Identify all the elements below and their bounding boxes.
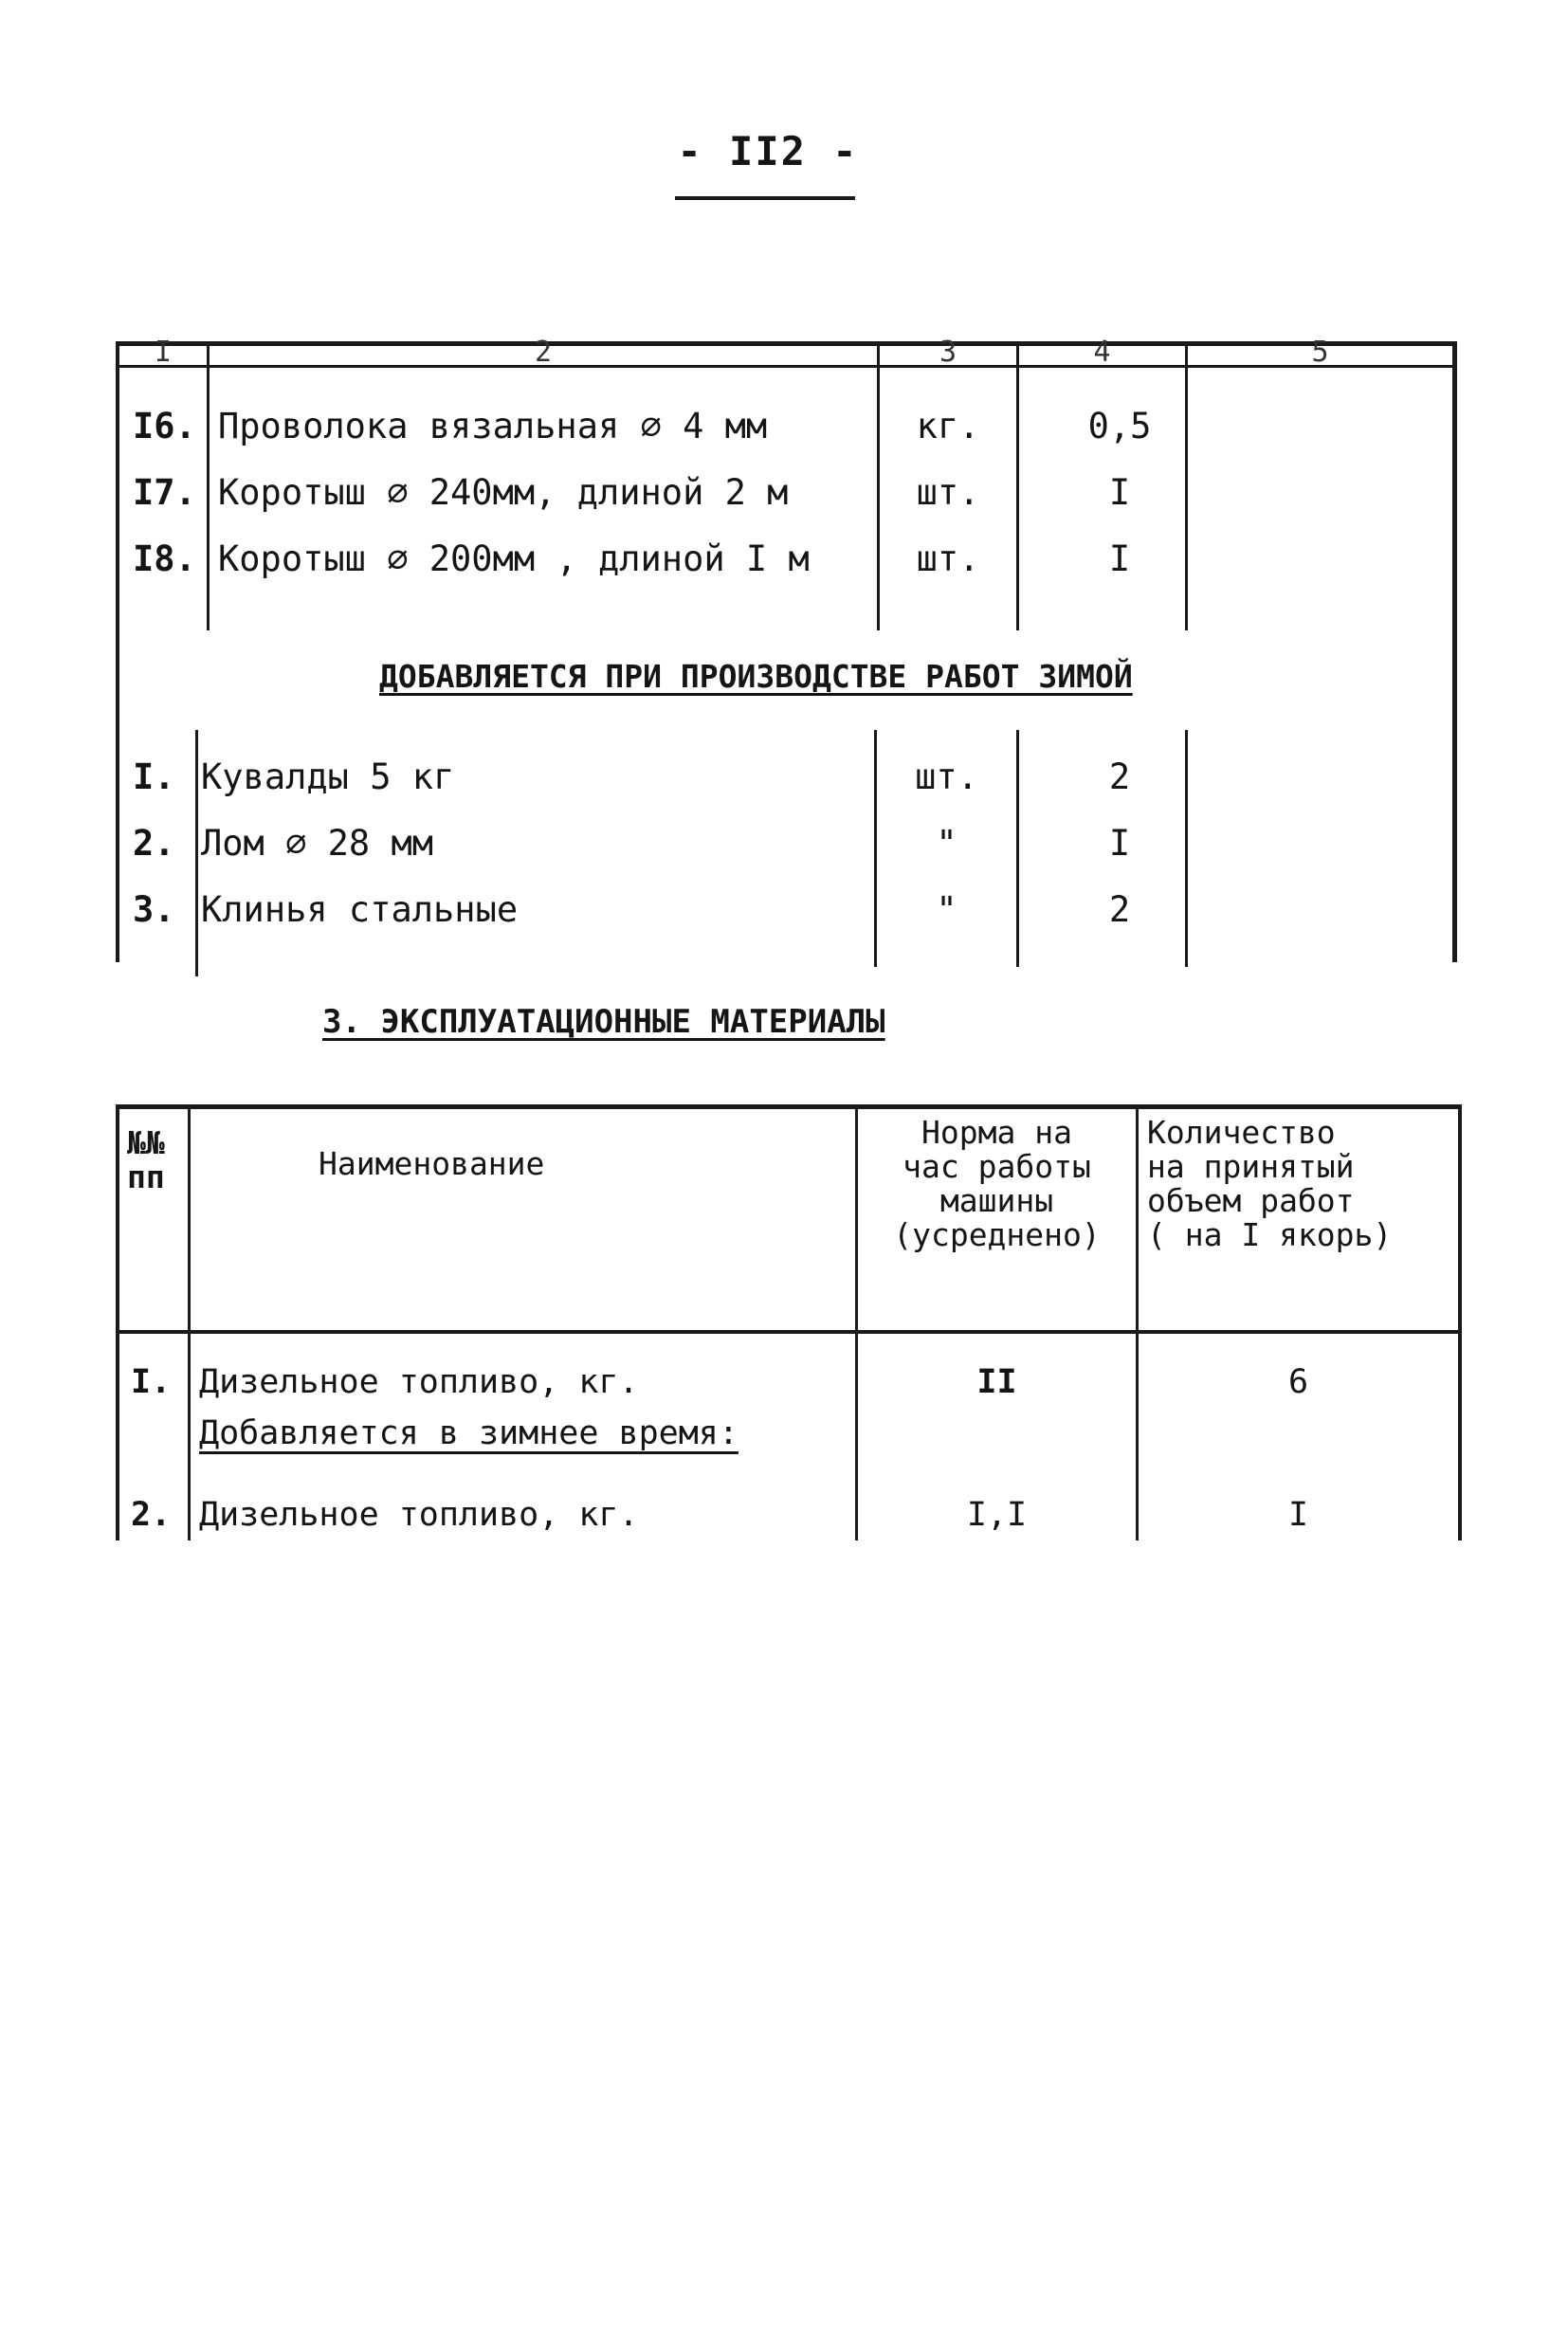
table-row-unit: кг. bbox=[916, 406, 980, 447]
table2-header-divider bbox=[116, 1330, 1462, 1334]
table1-header-col3: 3 bbox=[939, 336, 957, 369]
page-number: - II2 - bbox=[677, 128, 859, 174]
table-row-number: 2. bbox=[133, 823, 175, 864]
column-header-quantity: ( на I якорь) bbox=[1147, 1216, 1393, 1253]
table-row-qty: 2 bbox=[1108, 889, 1131, 930]
column-header-quantity: на принятый bbox=[1147, 1148, 1355, 1185]
table1-header-col4: 4 bbox=[1093, 336, 1111, 369]
table-row-qty: 2 bbox=[1108, 756, 1131, 797]
table-row-number: I8. bbox=[133, 538, 196, 579]
table-row-name: Клинья стальные bbox=[201, 889, 519, 930]
table1-col-divider-1 bbox=[207, 341, 210, 630]
table-row-number: I6. bbox=[133, 406, 196, 447]
table-row-qty: I bbox=[1287, 1496, 1309, 1534]
table-row-name: Дизельное топливо, кг. bbox=[199, 1363, 639, 1401]
table-row-name: Кувалды 5 кг bbox=[201, 756, 455, 797]
table1-header-col2: 2 bbox=[534, 336, 553, 369]
table2-col-divider-1 bbox=[188, 1104, 191, 1540]
table-row-number: I. bbox=[131, 1363, 172, 1401]
table-row-name: Лом ∅ 28 мм bbox=[201, 823, 434, 864]
table2-right-border bbox=[1458, 1104, 1462, 1540]
table-row-number: 3. bbox=[133, 889, 175, 930]
winter-addition-note: Добавляется в зимнее время: bbox=[199, 1414, 738, 1452]
table1-col-divider-1b bbox=[195, 730, 198, 976]
table-row-number: 2. bbox=[131, 1496, 172, 1534]
column-header-number: №№ bbox=[127, 1124, 165, 1161]
table-row-norm: II bbox=[976, 1363, 1017, 1401]
table-row-unit: шт. bbox=[916, 472, 980, 513]
table-row-qty: I bbox=[1108, 472, 1131, 513]
table-row-name: Коротыш ∅ 200мм , длиной I м bbox=[218, 538, 810, 579]
table-row-norm: I,I bbox=[966, 1496, 1028, 1534]
winter-additions-title: ДОБАВЛЯЕТСЯ ПРИ ПРОИЗВОДСТВЕ РАБОТ ЗИМОЙ bbox=[379, 658, 1133, 695]
column-header-norm: машины bbox=[939, 1182, 1054, 1219]
table1-left-border bbox=[116, 341, 119, 962]
table-row-name: Коротыш ∅ 240мм, длиной 2 м bbox=[218, 472, 789, 513]
column-header-number: пп bbox=[127, 1158, 165, 1195]
column-header-norm: Норма на bbox=[921, 1114, 1072, 1151]
table2-col-divider-3 bbox=[1136, 1104, 1139, 1540]
column-header-norm: (усреднено) bbox=[893, 1216, 1101, 1253]
table2-left-border bbox=[116, 1104, 119, 1540]
table-row-qty: 6 bbox=[1287, 1363, 1309, 1401]
table-row-unit: шт. bbox=[915, 756, 978, 797]
section-title: 3. ЭКСПЛУАТАЦИОННЫЕ МАТЕРИАЛЫ bbox=[322, 1003, 885, 1041]
column-header-quantity: объем работ bbox=[1147, 1182, 1355, 1219]
column-header-norm: час работы bbox=[903, 1148, 1091, 1185]
table-row-number: I7. bbox=[133, 472, 196, 513]
column-header-name: Наименование bbox=[319, 1145, 545, 1182]
table-row-qty: I bbox=[1108, 538, 1131, 579]
table-row-unit: " bbox=[936, 889, 957, 930]
table1-header-col1: I bbox=[154, 336, 173, 369]
page-number-underline bbox=[675, 196, 855, 200]
table-row-number: I. bbox=[133, 756, 175, 797]
table-row-name: Дизельное топливо, кг. bbox=[199, 1496, 639, 1534]
table-row-qty: 0,5 bbox=[1087, 406, 1152, 447]
table2-top-border bbox=[116, 1104, 1462, 1109]
column-header-quantity: Количество bbox=[1147, 1114, 1336, 1151]
table-row-unit: шт. bbox=[916, 538, 980, 579]
table1-right-border bbox=[1452, 341, 1457, 962]
table-row-qty: I bbox=[1108, 823, 1131, 864]
table-row-name: Проволока вязальная ∅ 4 мм bbox=[218, 406, 768, 447]
table1-header-col5: 5 bbox=[1311, 336, 1329, 369]
table-row-unit: " bbox=[936, 823, 957, 864]
